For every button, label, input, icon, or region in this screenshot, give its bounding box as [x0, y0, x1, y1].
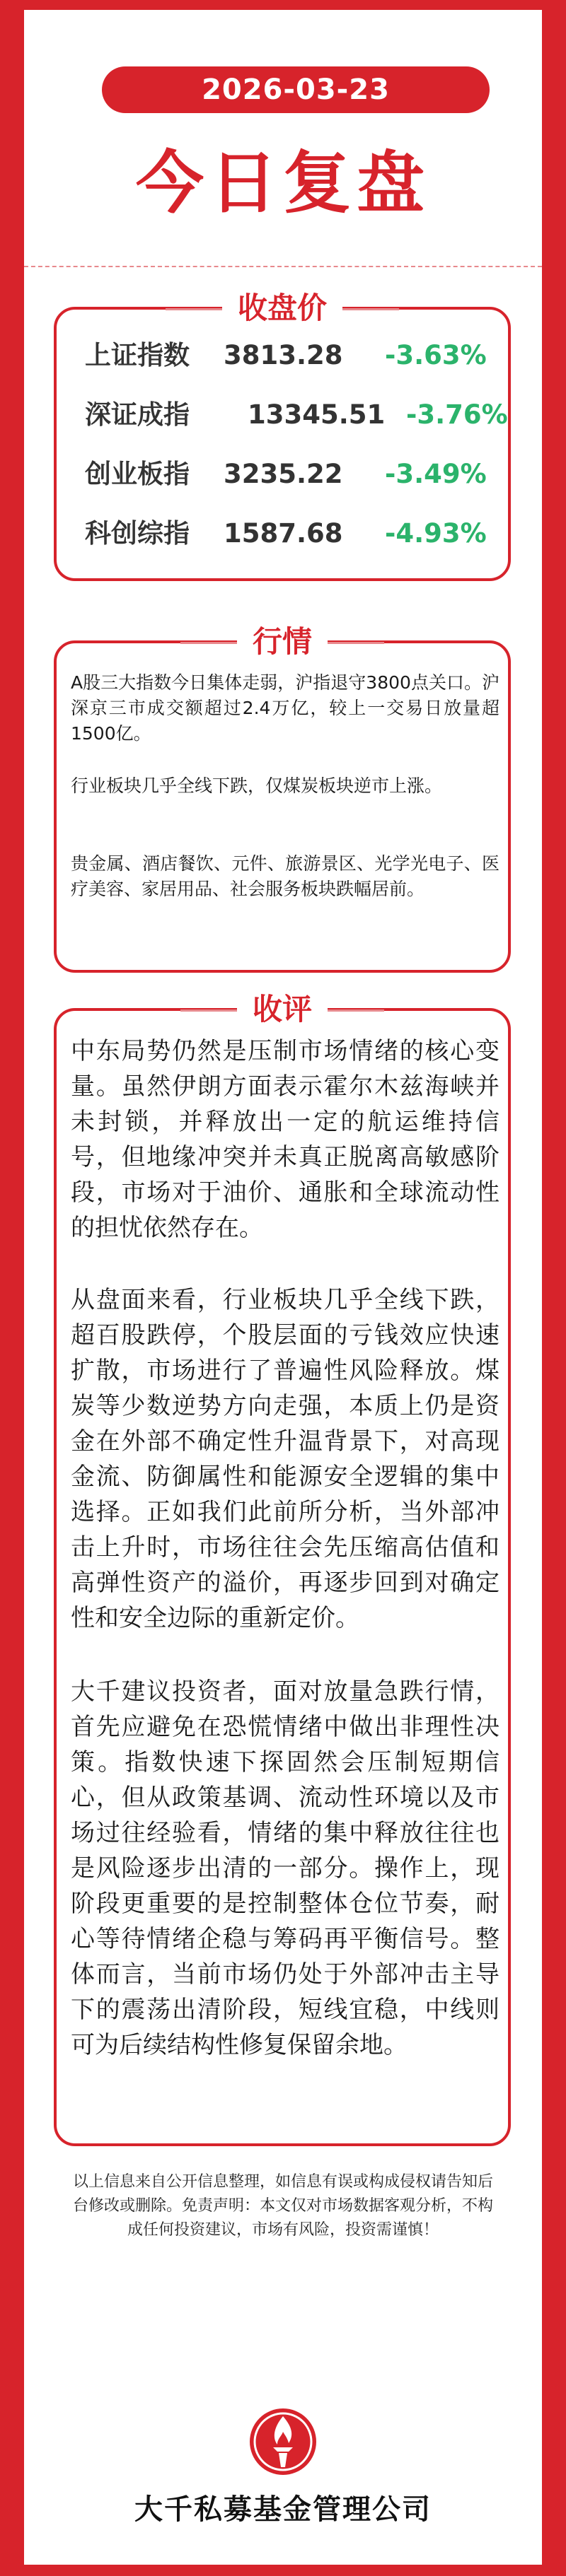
- index-value: 3813.28: [224, 340, 343, 370]
- index-change: -3.63%: [385, 340, 487, 370]
- index-change: -3.76%: [406, 399, 508, 430]
- index-row-star: [57, 509, 508, 558]
- report-page: [24, 10, 542, 2565]
- date-badge: 2026-03-23: [102, 66, 490, 113]
- market-title: 行情: [237, 622, 328, 662]
- disclaimer-text: 以上信息来自公开信息整理，如信息有误或构成侵权请告知后台修改或删除。免责声明：本文仅对市场数据客观分析，不构成任何投资建议，市场有风险，投资需谨慎！: [72, 2173, 493, 2239]
- market-paragraph: 贵金属、酒店餐饮、元件、旅游景区、光学光电子、医疗美容、家居用品、社会服务板块跌幅居前。: [71, 853, 499, 899]
- review-card: [54, 992, 511, 2146]
- market-paragraph: A股三大指数今日集体走弱，沪指退守3800点关口。沪深京三市成交额超过2.4万亿，较上一交易日放量超1500亿。: [71, 672, 499, 744]
- market-card: [54, 624, 511, 973]
- dashed-divider: [24, 266, 542, 267]
- index-change: -3.49%: [385, 459, 487, 489]
- review-title: 收评: [237, 990, 328, 1029]
- index-value: 3235.22: [224, 459, 343, 489]
- index-row-chinext: [57, 450, 508, 499]
- index-name: 深证成指: [85, 399, 190, 430]
- review-paragraph: 从盘面来看，行业板块几乎全线下跌，超百股跌停，个股层面的亏钱效应快速扩散，市场进行了普遍性风险释放。煤炭等少数逆势方向走强，本质上仍是资金在外部不确定性升温背景下，对高现金流、防御属性和能源安全逻辑的集中选择。正如我们此前所分析，当外部冲击上升时，市场往往会先压缩高估值和高弹性资产的溢价，再逐步回到对确定性和安全边际的重新定价。: [71, 1286, 499, 1632]
- index-change: -4.93%: [385, 518, 487, 549]
- index-row-shenzhen: [57, 390, 508, 440]
- index-value: 1587.68: [224, 518, 343, 549]
- market-paragraph: 行业板块几乎全线下跌，仅煤炭板块逆市上涨。: [71, 775, 443, 796]
- review-paragraph: 大千建议投资者，面对放量急跌行情，首先应避免在恐慌情绪中做出非理性决策。指数快速下探固然会压制短期信心，但从政策基调、流动性环境以及市场过往经验看，情绪的集中释放往往也是风险逐步出清的一部分。操作上，现阶段更重要的是控制整体仓位节奏，耐心等待情绪企稳与筹码再平衡信号。整体而言，当前市场仍处于外部冲击主导下的震荡出清阶段，短线宜稳，中线则可为后续结构性修复保留余地。: [71, 1678, 499, 2059]
- index-name: 科创综指: [85, 518, 190, 549]
- page-title: 今日复盘: [136, 144, 430, 223]
- torch-logo-icon: [248, 2406, 318, 2477]
- review-paragraph: 中东局势仍然是压制市场情绪的核心变量。虽然伊朗方面表示霍尔木兹海峡并未封锁，并释放出一定的航运维持信号，但地缘冲突并未真正脱离高敏感阶段，市场对于油价、通胀和全球流动性的担忧依然存在。: [71, 1037, 499, 1242]
- company-name: 大千私募基金管理公司: [134, 2493, 432, 2526]
- index-value: 13345.51: [248, 399, 386, 430]
- closing-price-card: [54, 291, 511, 581]
- closing-price-title: 收盘价: [222, 288, 342, 328]
- index-row-shanghai: [57, 331, 508, 380]
- index-name: 创业板指: [85, 459, 190, 489]
- index-name: 上证指数: [85, 340, 190, 370]
